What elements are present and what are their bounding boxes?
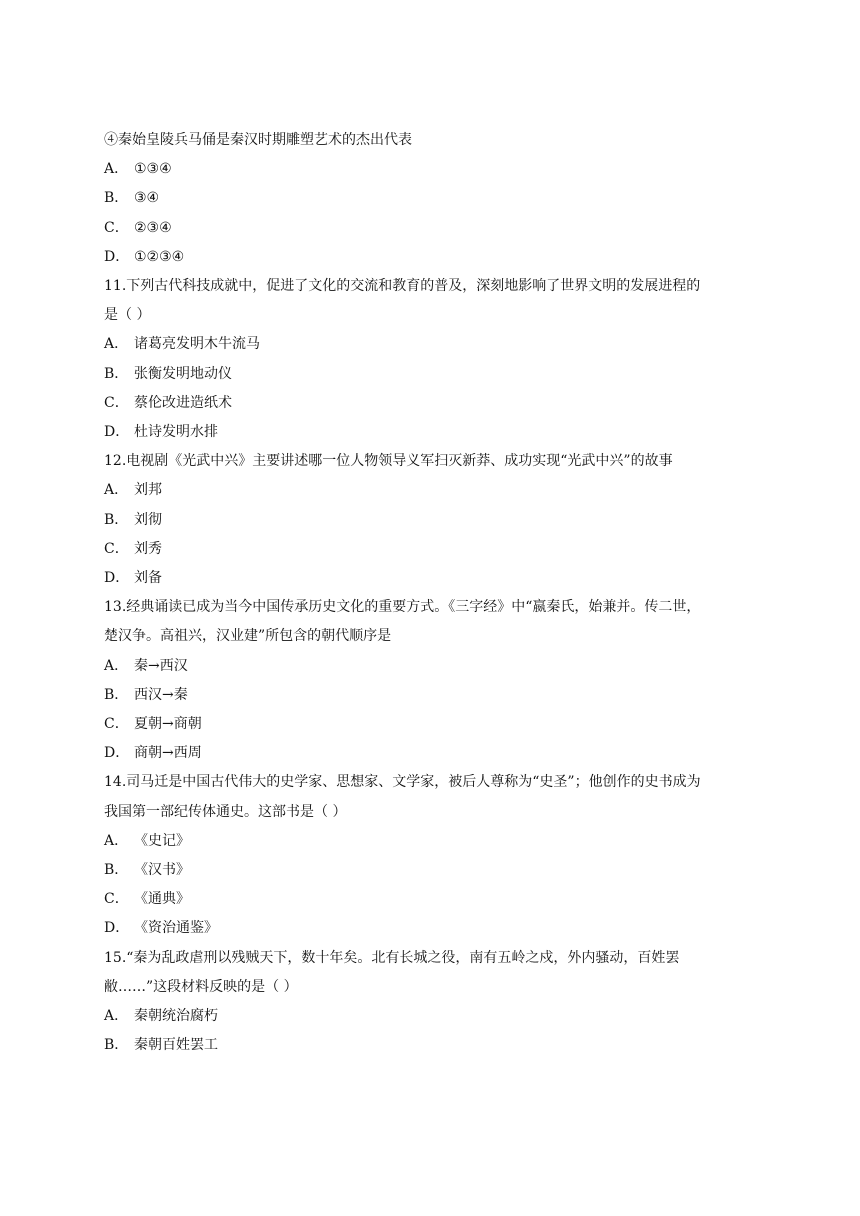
answer-option (104, 744, 202, 762)
answer-option (104, 861, 190, 879)
answer-option (104, 335, 260, 353)
option-text: 夏朝→商朝 (134, 716, 202, 732)
option-text: ①③④ (134, 161, 172, 178)
option-text: 秦朝百姓罢工 (134, 1037, 218, 1054)
option-text: 秦朝统治腐朽 (134, 1008, 218, 1024)
answer-option (104, 1007, 218, 1025)
option-text: 《史记》 (134, 832, 190, 849)
answer-option (104, 365, 232, 383)
question-text: 12.电视剧《光武中兴》主要讲述哪一位人物领导义军扫灭新莽、成功实现“光武中兴”的故事 (104, 453, 673, 470)
option-text: ②③④ (134, 219, 172, 236)
answer-option (104, 657, 188, 675)
question-text: 楚汉争。高祖兴，汉业建”所包含的朝代顺序是 (104, 628, 392, 645)
answer-option (104, 248, 184, 266)
option-letter: D． (104, 248, 130, 265)
option-text: 刘邦 (134, 482, 162, 499)
answer-option (104, 540, 162, 558)
option-text: 刘彻 (134, 511, 162, 528)
answer-option (104, 1036, 218, 1054)
option-letter: A． (104, 1008, 129, 1024)
option-text: 张衡发明地动仪 (134, 365, 232, 382)
option-text: 蔡伦改进造纸术 (134, 394, 232, 411)
option-text: 《资治通鉴》 (134, 920, 218, 937)
answer-option (104, 189, 159, 207)
option-letter: D． (104, 920, 130, 937)
option-letter: C． (104, 891, 129, 908)
answer-option (104, 394, 232, 412)
question-text: 我国第一部纪传体通史。这部书是（ ） (104, 803, 347, 820)
option-text: 刘秀 (134, 540, 162, 557)
option-letter: B． (104, 511, 129, 528)
option-letter: B． (104, 862, 129, 878)
question-text: 14.司马迁是中国古代伟大的史学家、思想家、文学家，被后人尊称为“史圣”；他创作的史书成为 (104, 774, 701, 791)
question-text: 13.经典诵读已成为当今中国传承历史文化的重要方式。《三字经》中“嬴秦氏，始兼并。传二世， (104, 599, 701, 616)
option-letter: A． (104, 161, 129, 178)
option-text: 商朝→西周 (134, 745, 202, 762)
option-text: 杜诗发明水排 (134, 424, 218, 440)
option-text: 刘备 (134, 570, 162, 586)
option-letter: A． (104, 657, 129, 674)
answer-option (104, 890, 190, 908)
option-letter: A． (104, 832, 129, 849)
answer-option (104, 219, 172, 237)
option-letter: C． (104, 540, 129, 557)
answer-option (104, 832, 190, 850)
answer-option (104, 423, 218, 441)
answer-option (104, 569, 162, 587)
answer-option (104, 686, 188, 704)
option-text: 秦→西汉 (134, 657, 188, 674)
option-text: 西汉→秦 (134, 686, 188, 703)
option-letter: D． (104, 745, 130, 762)
option-letter: D． (104, 424, 130, 440)
option-text: 《汉书》 (134, 862, 190, 878)
answer-option (104, 160, 172, 178)
option-letter: B． (104, 1037, 129, 1054)
answer-option (104, 919, 218, 937)
answer-option (104, 481, 162, 499)
option-letter: C． (104, 394, 129, 411)
answer-option (104, 715, 202, 733)
question-text: 15.“秦为乱政虐刑以残贼天下，数十年矣。北有长城之役，南有五岭之戍，外内骚动，百姓罢 (104, 949, 680, 966)
option-text: 《通典》 (134, 891, 190, 908)
option-letter: D． (104, 570, 130, 586)
option-text: ①②③④ (134, 248, 185, 265)
option-letter: A． (104, 482, 129, 499)
option-letter: B． (104, 686, 129, 703)
option-text: ③④ (134, 190, 160, 207)
question-text: 敝……”这段材料反映的是（ ） (104, 978, 298, 995)
answer-option (104, 511, 162, 529)
option-letter: C． (104, 219, 129, 236)
question-text: 11.下列古代科技成就中，促进了文化的交流和教育的普及，深刻地影响了世界文明的发展进程的 (104, 278, 701, 294)
option-text: 诸葛亮发明木牛流马 (134, 336, 260, 353)
option-letter: B． (104, 190, 129, 207)
question-text: ④秦始皇陵兵马俑是秦汉时期雕塑艺术的杰出代表 (104, 132, 412, 148)
question-text: 是（ ） (104, 307, 151, 324)
option-letter: B． (104, 365, 129, 382)
option-letter: A． (104, 336, 129, 353)
option-letter: C． (104, 716, 129, 732)
